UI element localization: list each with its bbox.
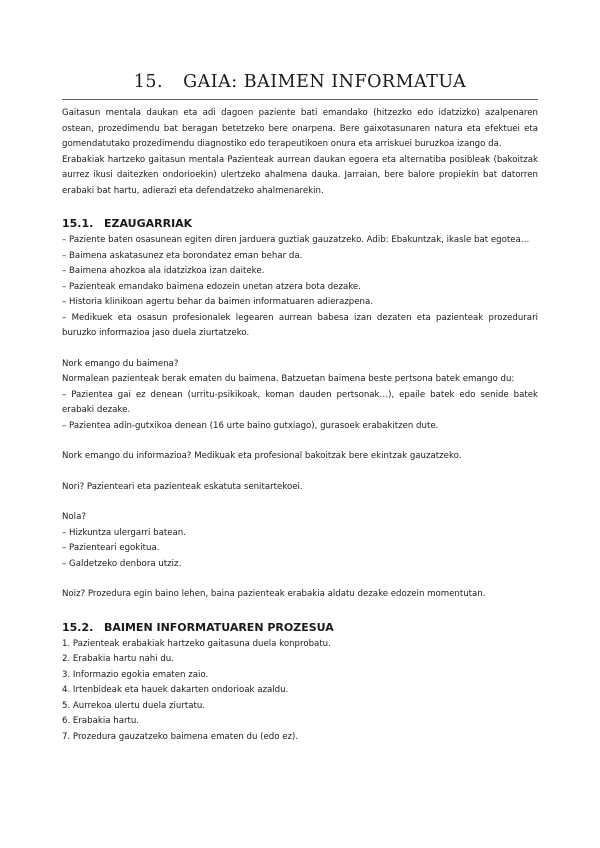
list-item: – Pazienteari egokitua.	[62, 543, 160, 553]
section-heading-15-1	[62, 216, 538, 232]
intro-paragraph-2: Erabakiak hartzeko gaitasun mentala Pazienteak aurrean daukan egoera eta alternatiba posibleak (bakoitzak aurrez ikusi daitezken ondorioekin) ulertzeko ahalmena dauka. Jarraian, bere balore propiekin bat datorren erabaki bat hartu, adierazi eta defendatzeko ahalmenarekin.	[62, 154, 538, 196]
section-number: 15.2.	[62, 620, 94, 634]
document-body	[62, 106, 538, 745]
list-item: – Pazientea adin-gutxikoa denean (16 urte baino gutxiago), gurasoek erabakitzen dute.	[62, 420, 439, 431]
section-title: BAIMEN INFORMATUAREN PROZESUA	[104, 620, 334, 634]
chapter-number: 15.	[133, 72, 164, 92]
list-item: – Hizkuntza ulergarri batean.	[62, 527, 186, 538]
list-item: – Galdetzeko denbora utziz.	[62, 558, 182, 569]
section-number: 15.1.	[62, 217, 94, 230]
process-step: 1. Pazienteak erabakiak hartzeko gaitasuna duela konprobatu.	[62, 638, 331, 649]
list-item: – Historia klinikoan agertu behar da baimen informatuaren adierazpena.	[62, 297, 373, 307]
list-item: – Medikuek eta osasun profesionalek legearen aurrean babesa izan dezaten eta pazienteak prozedurari buruzko informazioa jaso duela ziurtatzeko.	[62, 312, 538, 338]
list-item: – Paziente baten osasunean egiten diren jarduera guztiak gauzatzeko. Adib: Ebakuntzak, ikasle bat egotea…	[62, 235, 530, 245]
process-step: 2. Erabakia hartu nahi du.	[62, 654, 174, 664]
list-item: – Baimena ahozkoa ala idatzizkoa izan daiteke.	[62, 266, 265, 276]
process-step: 5. Aurrekoa ulertu duela ziurtatu.	[62, 700, 206, 711]
process-step: 6. Erabakia hartu.	[62, 716, 140, 726]
who-consents-question: Nork emango du baimena?	[62, 358, 179, 369]
section-heading-15-2	[62, 620, 538, 636]
to-whom-paragraph: Nori? Pazienteari eta pazienteak eskatuta senitartekoei.	[62, 481, 303, 492]
section-title: EZAUGARRIAK	[104, 217, 193, 230]
page-title	[62, 72, 538, 92]
process-step: 4. Irtenbideak eta hauek dakarten ondorioak azaldu.	[62, 685, 289, 695]
title-underline	[62, 99, 538, 100]
when-paragraph: Noiz? Prozedura egin baino lehen, baina pazienteak erabakia aldatu dezake edozein momentutan.	[62, 589, 486, 599]
process-step: 3. Informazio egokia ematen zaio.	[62, 669, 209, 680]
how-question: Nola?	[62, 512, 86, 522]
who-consents-answer: Normalean pazienteak berak ematen du baimena. Batzuetan baimena beste pertsona batek emango du:	[62, 374, 515, 384]
intro-paragraph-1: Gaitasun mentala daukan eta adi dagoen paziente bati emandako (hitzezko edo idatzizko) azalpenaren ostean, prozedimendu bat beragan betetzeko bere onarpena. Bere gaixotasunaren natura eta efektuei eta gomendatutako prozedimendu diagnostiko edo terapeutikoen onura eta arriskuei buruzkoa izango da.	[62, 108, 538, 149]
list-item: – Baimena askatasunez eta borondatez eman behar da.	[62, 250, 303, 261]
process-step: 7. Prozedura gauzatzeko baimena ematen du (edo ez).	[62, 731, 299, 742]
list-item: – Pazienteak emandako baimena edozein unetan atzera bota dezake.	[62, 281, 361, 292]
list-item: – Pazientea gai ez denean (urritu-psikikoak, koman dauden pertsonak…), epaile batek edo senide batek erabaki dezake.	[62, 389, 538, 415]
who-informs-paragraph: Nork emango du informazioa? Medikuak eta profesional bakoitzak bere ekintzak gauzatzeko.	[62, 451, 462, 461]
chapter-title: GAIA: BAIMEN INFORMATUA	[183, 72, 467, 92]
